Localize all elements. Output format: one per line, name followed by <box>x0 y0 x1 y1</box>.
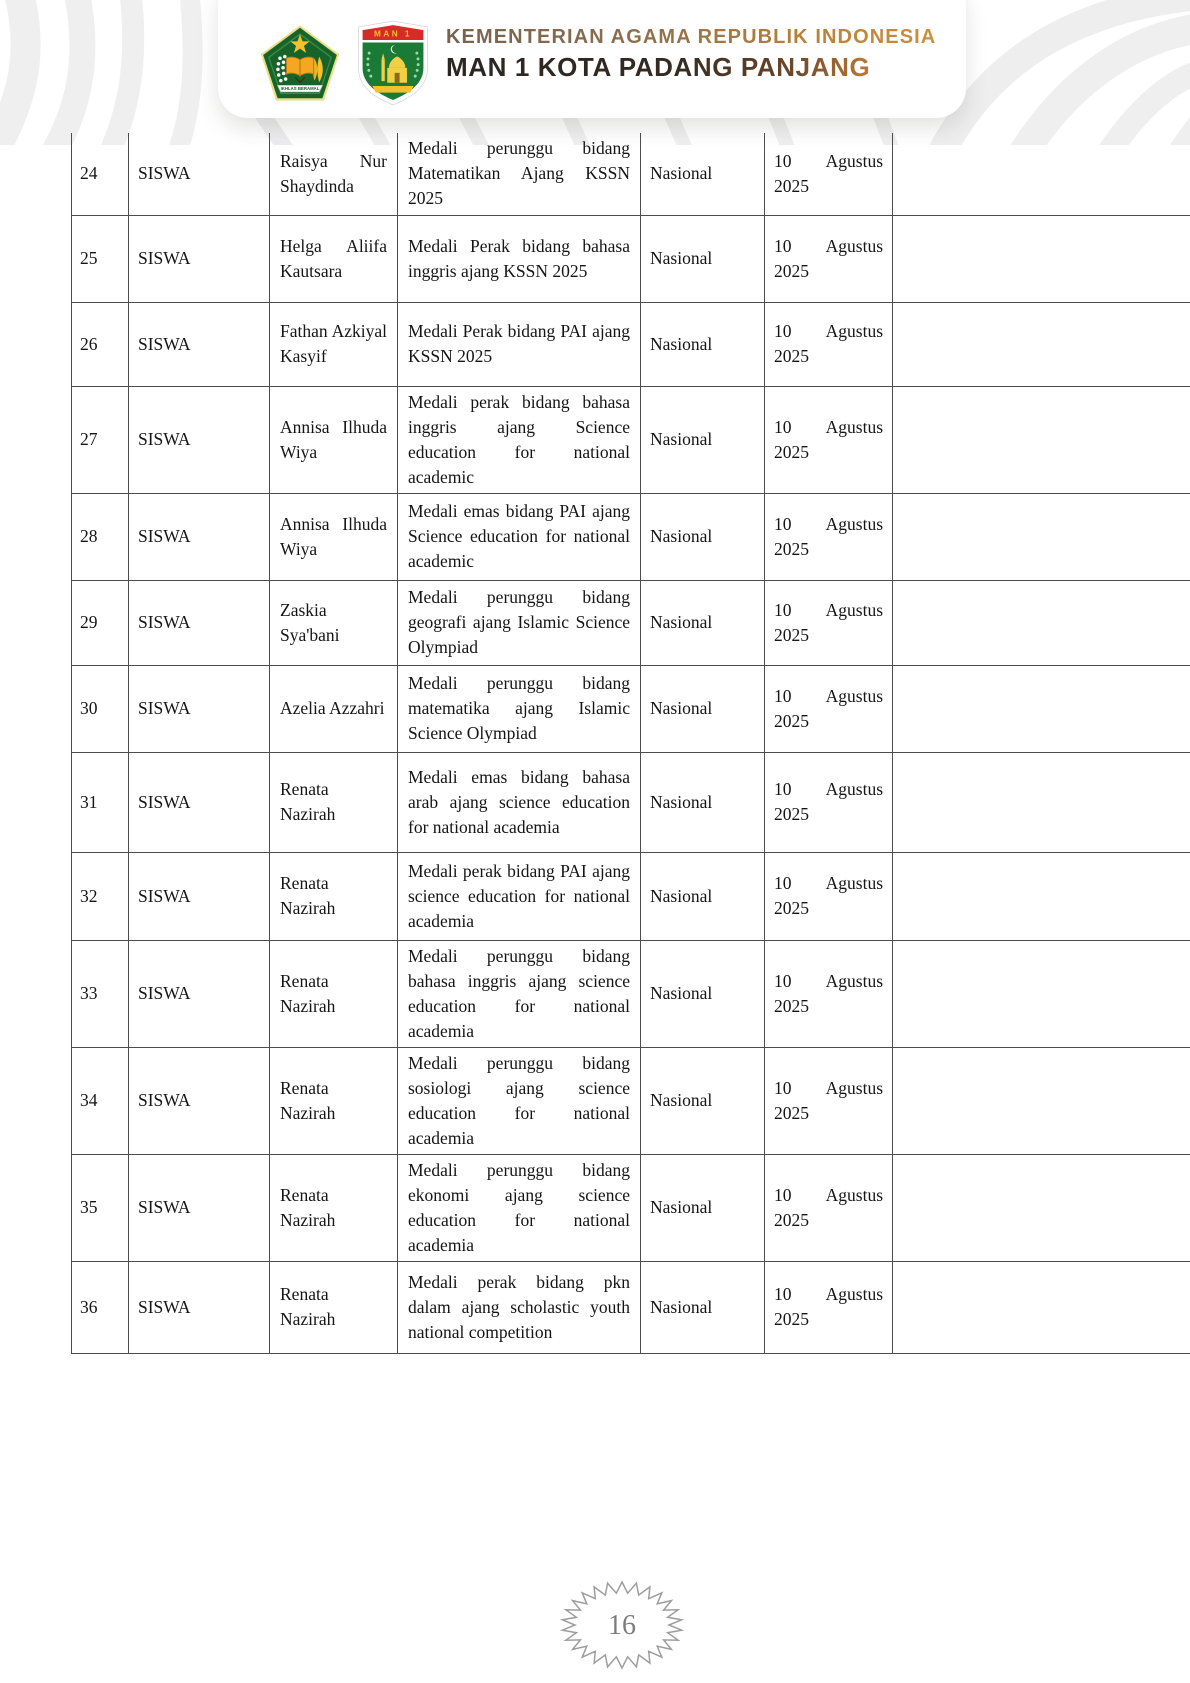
table-row <box>72 752 1190 852</box>
achievement-cell: Medali perak bidang bahasa inggris ajang Science education for national academic <box>398 386 641 493</box>
kemenag-banner-text: IKHLAS BERAMAL <box>280 86 320 92</box>
student-name-cell: Annisa Ilhuda Wiya <box>270 493 398 580</box>
achievements-table-container <box>71 133 1190 1354</box>
student-name-cell: Renata Nazirah <box>270 1261 398 1353</box>
remarks-cell <box>893 752 1190 852</box>
achievement-cell: Medali Perak bidang bahasa inggris ajang KSSN 2025 <box>398 215 641 302</box>
achievement-cell: Medali perak bidang PAI ajang science education for national academia <box>398 852 641 940</box>
achievement-cell: Medali emas bidang bahasa arab ajang science education for national academia <box>398 752 641 852</box>
table-row <box>72 386 1190 493</box>
date-cell: 10 Agustus 2025 <box>765 852 893 940</box>
student-name-cell: Renata Nazirah <box>270 852 398 940</box>
role-cell: SISWA <box>129 1154 270 1261</box>
level-cell: Nasional <box>641 852 765 940</box>
achievement-cell: Medali perak bidang pkn dalam ajang scholastic youth national competition <box>398 1261 641 1353</box>
level-cell: Nasional <box>641 940 765 1047</box>
student-name-cell: Renata Nazirah <box>270 1154 398 1261</box>
achievements-table-body <box>72 133 1190 1353</box>
kemenag-logo-icon <box>260 24 340 102</box>
remarks-cell <box>893 302 1190 386</box>
level-cell: Nasional <box>641 302 765 386</box>
date-cell: 10 Agustus 2025 <box>765 215 893 302</box>
role-cell: SISWA <box>129 386 270 493</box>
row-number-cell: 27 <box>72 386 129 493</box>
table-row <box>72 940 1190 1047</box>
remarks-cell <box>893 1047 1190 1154</box>
date-cell: 10 Agustus 2025 <box>765 1154 893 1261</box>
role-cell: SISWA <box>129 493 270 580</box>
row-number-cell: 30 <box>72 665 129 752</box>
row-number-cell: 24 <box>72 133 129 215</box>
student-name-cell: Renata Nazirah <box>270 940 398 1047</box>
page-number-stamp <box>558 1580 686 1670</box>
school-title: MAN 1 KOTA PADANG PANJANG <box>446 52 956 83</box>
date-cell: 10 Agustus 2025 <box>765 665 893 752</box>
level-cell: Nasional <box>641 752 765 852</box>
table-row <box>72 215 1190 302</box>
remarks-cell <box>893 493 1190 580</box>
level-cell: Nasional <box>641 493 765 580</box>
row-number-cell: 36 <box>72 1261 129 1353</box>
date-cell: 10 Agustus 2025 <box>765 1047 893 1154</box>
student-name-cell: Raisya Nur Shaydinda <box>270 133 398 215</box>
student-name-cell: Zaskia Sya'bani <box>270 580 398 665</box>
role-cell: SISWA <box>129 580 270 665</box>
remarks-cell <box>893 580 1190 665</box>
ministry-title: KEMENTERIAN AGAMA REPUBLIK INDONESIA <box>446 26 956 49</box>
row-number-cell: 32 <box>72 852 129 940</box>
row-number-cell: 29 <box>72 580 129 665</box>
remarks-cell <box>893 665 1190 752</box>
date-cell: 10 Agustus 2025 <box>765 580 893 665</box>
level-cell: Nasional <box>641 133 765 215</box>
remarks-cell <box>893 386 1190 493</box>
level-cell: Nasional <box>641 215 765 302</box>
date-cell: 10 Agustus 2025 <box>765 940 893 1047</box>
role-cell: SISWA <box>129 302 270 386</box>
row-number-cell: 28 <box>72 493 129 580</box>
remarks-cell <box>893 940 1190 1047</box>
student-name-cell: Renata Nazirah <box>270 1047 398 1154</box>
achievement-cell: Medali perunggu bidang geografi ajang Islamic Science Olympiad <box>398 580 641 665</box>
achievement-cell: Medali perunggu bidang bahasa inggris ajang science education for national academia <box>398 940 641 1047</box>
date-cell: 10 Agustus 2025 <box>765 752 893 852</box>
row-number-cell: 33 <box>72 940 129 1047</box>
student-name-cell: Annisa Ilhuda Wiya <box>270 386 398 493</box>
level-cell: Nasional <box>641 1047 765 1154</box>
table-row <box>72 580 1190 665</box>
row-number-cell: 34 <box>72 1047 129 1154</box>
table-row <box>72 302 1190 386</box>
level-cell: Nasional <box>641 1261 765 1353</box>
man1-logo-icon <box>356 20 430 106</box>
date-cell: 10 Agustus 2025 <box>765 302 893 386</box>
page-number: 16 <box>608 1610 636 1641</box>
level-cell: Nasional <box>641 580 765 665</box>
table-row <box>72 1154 1190 1261</box>
achievement-cell: Medali perunggu bidang sosiologi ajang science education for national academia <box>398 1047 641 1154</box>
achievement-cell: Medali perunggu bidang matematika ajang Islamic Science Olympiad <box>398 665 641 752</box>
remarks-cell <box>893 1154 1190 1261</box>
table-row <box>72 493 1190 580</box>
man1-banner-text: MAN 1 <box>374 29 412 39</box>
row-number-cell: 35 <box>72 1154 129 1261</box>
role-cell: SISWA <box>129 133 270 215</box>
row-number-cell: 31 <box>72 752 129 852</box>
student-name-cell: Renata Nazirah <box>270 752 398 852</box>
date-cell: 10 Agustus 2025 <box>765 493 893 580</box>
achievement-cell: Medali emas bidang PAI ajang Science education for national academic <box>398 493 641 580</box>
date-cell: 10 Agustus 2025 <box>765 1261 893 1353</box>
achievement-cell: Medali Perak bidang PAI ajang KSSN 2025 <box>398 302 641 386</box>
student-name-cell: Fathan Azkiyal Kasyif <box>270 302 398 386</box>
student-name-cell: Azelia Azzahri <box>270 665 398 752</box>
level-cell: Nasional <box>641 386 765 493</box>
level-cell: Nasional <box>641 1154 765 1261</box>
header-titles <box>446 26 956 83</box>
row-number-cell: 25 <box>72 215 129 302</box>
date-cell: 10 Agustus 2025 <box>765 386 893 493</box>
role-cell: SISWA <box>129 852 270 940</box>
remarks-cell <box>893 133 1190 215</box>
table-row <box>72 1261 1190 1353</box>
table-row <box>72 665 1190 752</box>
achievement-cell: Medali perunggu bidang Matematikan Ajang KSSN 2025 <box>398 133 641 215</box>
role-cell: SISWA <box>129 752 270 852</box>
role-cell: SISWA <box>129 940 270 1047</box>
header-banner <box>218 0 966 118</box>
role-cell: SISWA <box>129 1047 270 1154</box>
table-row <box>72 133 1190 215</box>
date-cell: 10 Agustus 2025 <box>765 133 893 215</box>
row-number-cell: 26 <box>72 302 129 386</box>
achievements-table <box>71 133 1190 1354</box>
achievement-cell: Medali perunggu bidang ekonomi ajang science education for national academia <box>398 1154 641 1261</box>
student-name-cell: Helga Aliifa Kautsara <box>270 215 398 302</box>
remarks-cell <box>893 852 1190 940</box>
table-row <box>72 1047 1190 1154</box>
level-cell: Nasional <box>641 665 765 752</box>
remarks-cell <box>893 1261 1190 1353</box>
role-cell: SISWA <box>129 1261 270 1353</box>
role-cell: SISWA <box>129 215 270 302</box>
role-cell: SISWA <box>129 665 270 752</box>
remarks-cell <box>893 215 1190 302</box>
table-row <box>72 852 1190 940</box>
